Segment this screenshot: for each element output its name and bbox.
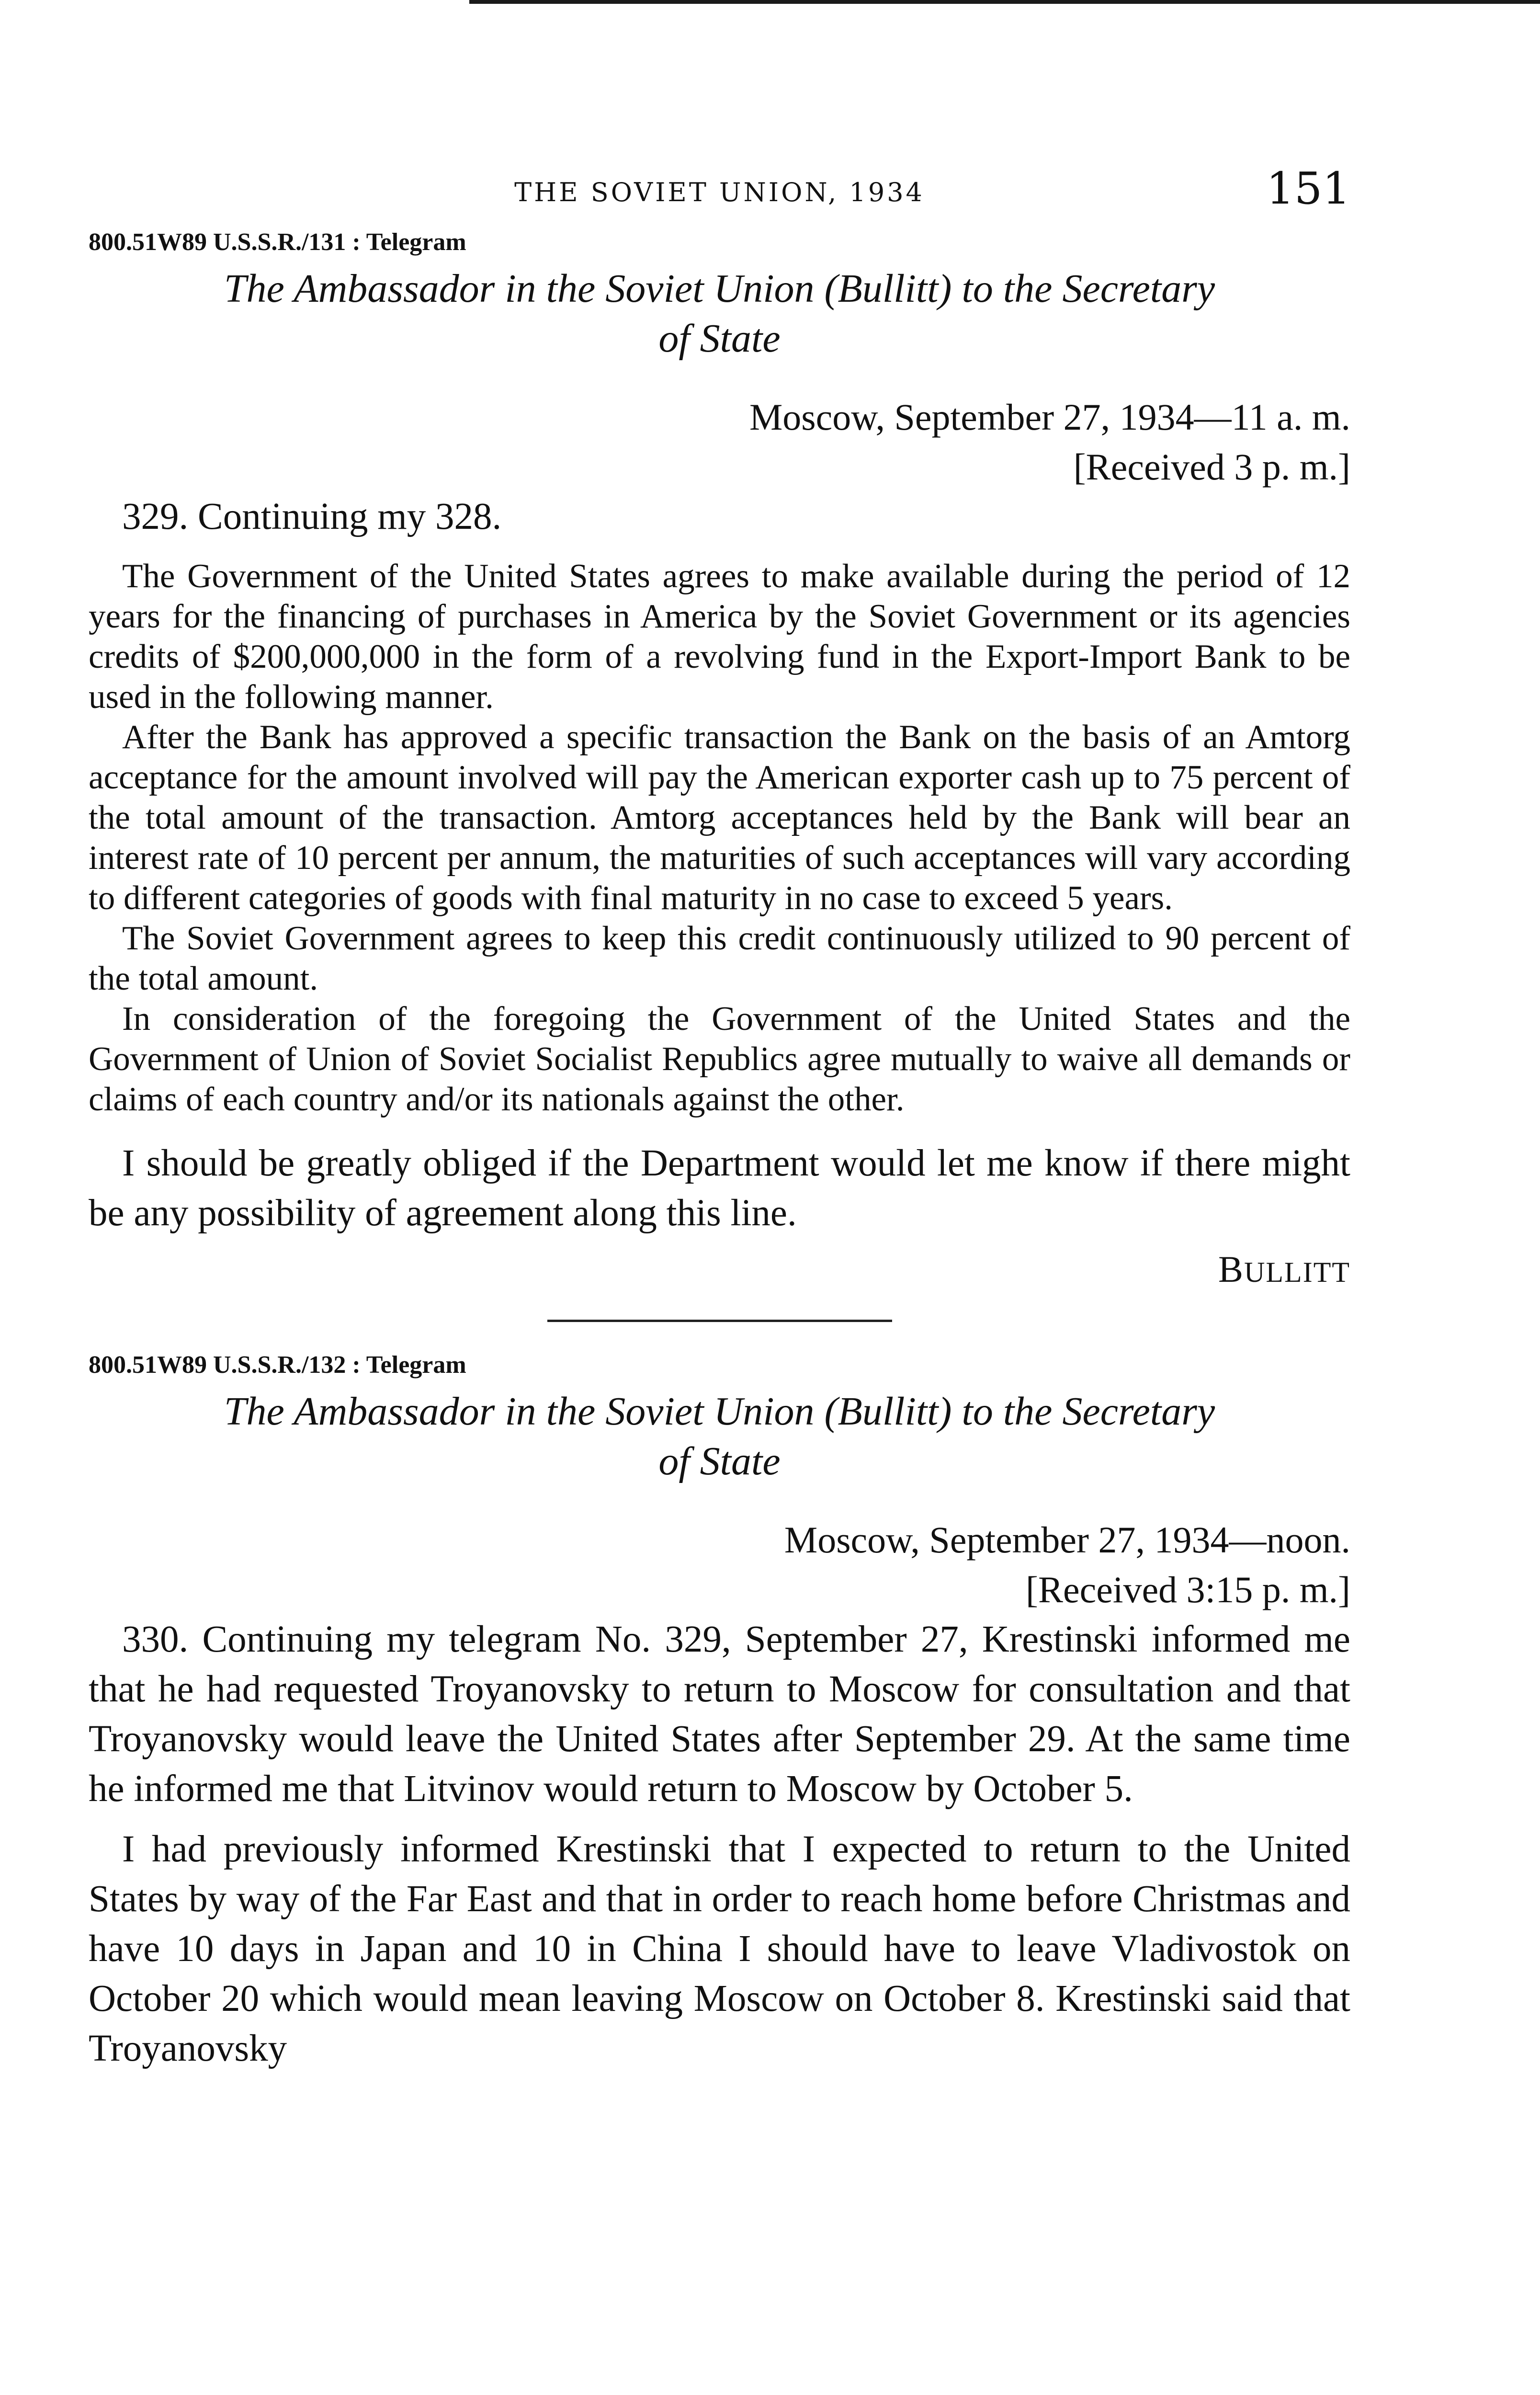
closing-paragraph: I should be greatly obliged if the Department would let me know if there might be any possibility of agreement along this line. <box>89 1142 1350 1234</box>
heading-line: The Ambassador in the Soviet Union (Bullitt) to the Secretary <box>224 266 1215 311</box>
page-number: 151 <box>1266 163 1350 214</box>
dateline-received: [Received 3 p. m.] <box>1073 446 1350 488</box>
telegram-329 <box>89 228 1350 1291</box>
telegram-330 <box>89 1351 1350 2074</box>
quoted-text <box>89 556 1350 1119</box>
document-page <box>89 163 1350 2074</box>
heading-line: The Ambassador in the Soviet Union (Bullitt) to the Secretary <box>224 1389 1215 1434</box>
quoted-paragraph: The Soviet Government agrees to keep this credit continuously utilized to 90 percent of the total amount. <box>89 920 1350 997</box>
quoted-paragraph: The Government of the United States agrees to make available during the period of 12 years for the financing of purchases in America by the Soviet Government or its agencies credits of $200,000,000 in the form of a revolving fund in the Export-Import Bank to be used in the following manner. <box>89 558 1350 716</box>
section-divider <box>547 1320 892 1322</box>
body-paragraph: 330. Continuing my telegram No. 329, September 27, Krestinski informed me that he had requested Troyanovsky to return to Moscow for consultation and that Troyanovsky would leave the United States after September 29. At the same time he informed me that Litvinov would return to Moscow by October 5. <box>89 1619 1350 1810</box>
running-header <box>89 163 1350 216</box>
dateline-sent: Moscow, September 27, 1934—noon. <box>784 1519 1350 1561</box>
heading-line: of State <box>658 1439 781 1483</box>
file-reference: 800.51W89 U.S.S.R./132 : Telegram <box>89 1351 466 1379</box>
dateline-received: [Received 3:15 p. m.] <box>1026 1569 1350 1610</box>
document-heading <box>89 1387 1350 1486</box>
body-paragraph: I had previously informed Krestinski that I expected to return to the United States by way of the Far East and that in order to reach home before Christmas and have 10 days in Japan and 10 in China I should have to leave Vladivostok on October 20 which would mean leaving Moscow on October 8. Krestinski said that Troyanovsky <box>89 1828 1350 2069</box>
signature-initial: B <box>1218 1248 1245 1290</box>
opening-paragraph: 329. Continuing my 328. <box>122 496 502 537</box>
quoted-paragraph: In consideration of the foregoing the Government of the United States and the Government of Union of Soviet Socialist Republics agree mutually to waive all demands or claims of each country and/or its nationals against the other. <box>89 1000 1350 1118</box>
document-heading <box>89 264 1350 364</box>
dateline-sent: Moscow, September 27, 1934—11 a. m. <box>749 396 1350 438</box>
running-title: THE SOVIET UNION, 1934 <box>514 177 925 207</box>
top-edge-rule <box>469 0 1540 4</box>
signature-rest: ULLITT <box>1244 1256 1350 1288</box>
signature <box>89 1248 1350 1291</box>
quoted-paragraph: After the Bank has approved a specific transaction the Bank on the basis of an Amtorg acceptance for the amount involved will pay the American exporter cash up to 75 percent of the total amount of the transaction. Amtorg acceptances held by the Bank will bear an interest rate of 10 percent per annum, the maturities of such acceptances will vary according to different categories of goods with final maturity in no case to exceed 5 years. <box>89 718 1350 917</box>
heading-line: of State <box>658 316 781 361</box>
dateline <box>89 392 1350 492</box>
dateline <box>89 1515 1350 1615</box>
file-reference: 800.51W89 U.S.S.R./131 : Telegram <box>89 228 466 256</box>
